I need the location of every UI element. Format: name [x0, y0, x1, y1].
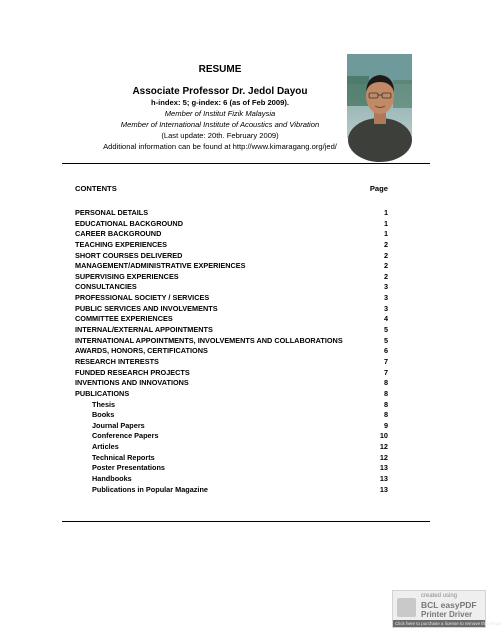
toc-item-supervising: [75, 272, 388, 283]
toc-item-page: 13: [379, 474, 388, 484]
toc-item-funded-research: [75, 368, 388, 379]
toc-item-label: COMMITTEE EXPERIENCES: [75, 314, 173, 324]
toc-item-professional-society: [75, 293, 388, 304]
toc-item-management: [75, 261, 388, 272]
toc-item-page: 3: [383, 303, 388, 313]
toc-item-page: 8: [383, 378, 388, 388]
toc-item-label: PERSONAL DETAILS: [75, 208, 149, 217]
toc-subitem-technical-reports: [75, 453, 388, 464]
toc-item-committee: [75, 314, 388, 325]
toc-item-page: 1: [383, 218, 388, 228]
toc-item-page: 5: [383, 335, 388, 345]
author-name: Associate Professor Dr. Jedol Dayou: [132, 86, 308, 97]
page-column-heading: Page: [369, 184, 388, 193]
toc-item-label: TEACHING EXPERIENCES: [75, 239, 168, 249]
toc-item-label: MANAGEMENT/ADMINISTRATIVE EXPERIENCES: [75, 261, 246, 271]
toc-item-career-background: [75, 229, 388, 240]
toc-item-label: Publications in Popular Magazine: [92, 484, 208, 494]
bottom-divider: [62, 521, 430, 522]
toc-item-label: PUBLIC SERVICES AND INVOLVEMENTS: [75, 303, 218, 313]
toc-subitem-popular-magazine: [75, 485, 388, 496]
toc-item-label: SHORT COURSES DELIVERED: [75, 250, 183, 260]
toc-item-page: 2: [383, 250, 388, 260]
toc-item-page: 10: [379, 431, 388, 441]
toc-item-label: PUBLICATIONS: [75, 388, 130, 398]
toc-subitem-handbooks: [75, 474, 388, 485]
badge-product: BCL easyPDF: [421, 600, 477, 610]
toc-item-page: 12: [379, 452, 388, 462]
toc-item-label: INVENTIONS AND INNOVATIONS: [75, 378, 189, 388]
toc-item-label: INTERNATIONAL APPOINTMENTS, INVOLVEMENTS AND COLLABORATIONS: [75, 335, 343, 345]
toc-item-short-courses: [75, 251, 388, 262]
toc-item-page: 8: [383, 388, 388, 398]
toc-item-appointments: [75, 325, 388, 336]
h-index-line: h-index: 5; g-index: 6 (as of Feb 2009).: [151, 98, 289, 107]
toc-item-publications: [75, 389, 388, 400]
toc-item-page: 3: [383, 293, 388, 303]
badge-driver: Printer Driver: [421, 610, 473, 619]
portrait-image: [347, 54, 412, 138]
toc-item-label: Articles: [92, 442, 119, 452]
toc-item-page: 13: [379, 484, 388, 494]
toc-item-page: 2: [383, 271, 388, 281]
toc-item-label: Technical Reports: [92, 452, 155, 462]
additional-info-line: Additional information can be found at http://www.kimaragang.org/jed/: [103, 142, 337, 151]
toc-item-label: RESEARCH INTERESTS: [75, 356, 159, 366]
toc-item-awards: [75, 346, 388, 357]
toc-item-page: 3: [383, 282, 388, 292]
toc-item-page: 1: [383, 208, 388, 217]
toc-item-label: CONSULTANCIES: [75, 282, 137, 292]
toc-item-label: INTERNAL/EXTERNAL APPOINTMENTS: [75, 325, 213, 335]
toc-item-label: PROFESSIONAL SOCIETY / SERVICES: [75, 293, 210, 303]
toc-subitem-conference-papers: [75, 431, 388, 442]
toc-item-page: 7: [383, 356, 388, 366]
profile-photo: [347, 54, 412, 138]
toc-item-label: Thesis: [92, 399, 116, 409]
toc-item-label: Handbooks: [92, 474, 132, 484]
printer-driver-badge[interactable]: [392, 590, 502, 628]
toc-item-consultancies: [75, 282, 388, 293]
toc-item-label: Journal Papers: [92, 420, 145, 430]
contents-heading: CONTENTS: [75, 184, 117, 193]
toc-item-page: 5: [383, 325, 388, 335]
toc-item-label: AWARDS, HONORS, CERTIFICATIONS: [75, 346, 208, 356]
toc-item-personal-details: [75, 208, 388, 219]
toc-item-label: SUPERVISING EXPERIENCES: [75, 271, 179, 281]
toc-item-inventions: [75, 378, 388, 389]
last-update-line: (Last update: 20th. February 2009): [161, 131, 279, 140]
toc-subitem-journal-papers: [75, 421, 388, 432]
toc-item-label: EDUCATIONAL BACKGROUND: [75, 218, 183, 228]
toc-item-public-services: [75, 304, 388, 315]
toc-item-page: 12: [379, 442, 388, 452]
toc-item-page: 2: [383, 239, 388, 249]
toc-item-page: 2: [383, 261, 388, 271]
toc-subitem-poster-presentations: [75, 463, 388, 474]
table-of-contents: [75, 208, 388, 495]
toc-item-label: FUNDED RESEARCH PROJECTS: [75, 367, 190, 377]
toc-item-educational-background: [75, 219, 388, 230]
resume-title: RESUME: [198, 64, 242, 75]
toc-item-label: Poster Presentations: [92, 463, 165, 473]
toc-subitem-books: [75, 410, 388, 421]
toc-item-page: 13: [379, 463, 388, 473]
toc-item-page: 4: [383, 314, 388, 324]
toc-item-international: [75, 336, 388, 347]
toc-item-teaching-experiences: [75, 240, 388, 251]
toc-subitem-thesis: [75, 400, 388, 411]
toc-item-page: 8: [383, 410, 388, 420]
badge-purchase-link[interactable]: Click here to purchase a license to remove this image: [395, 621, 502, 626]
toc-item-label: CAREER BACKGROUND: [75, 229, 162, 239]
pdf-logo-icon: [397, 598, 416, 617]
membership-line-1: Member of Institut Fizik Malaysia: [164, 109, 276, 118]
top-divider: [62, 163, 430, 164]
toc-item-research-interests: [75, 357, 388, 368]
toc-item-page: 1: [383, 229, 388, 239]
toc-item-page: 8: [383, 399, 388, 409]
toc-item-page: 9: [383, 420, 388, 430]
toc-subitem-articles: [75, 442, 388, 453]
toc-item-label: Books: [92, 410, 115, 420]
membership-line-2: Member of International Institute of Acoustics and Vibration: [120, 120, 320, 129]
toc-item-page: 7: [383, 367, 388, 377]
badge-caption: created using: [421, 593, 458, 599]
toc-item-page: 6: [383, 346, 388, 356]
toc-item-label: Conference Papers: [92, 431, 159, 441]
